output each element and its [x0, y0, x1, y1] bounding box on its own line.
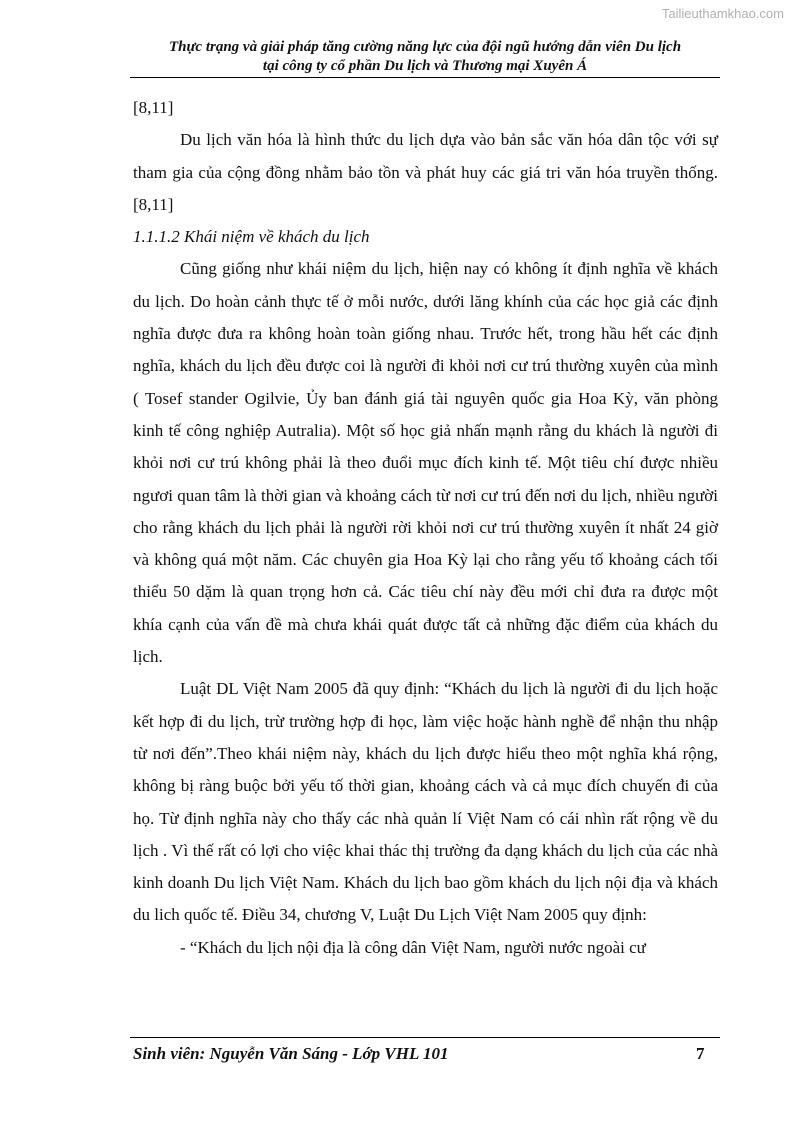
- header-divider: [130, 77, 720, 78]
- paragraph-domestic-tourist: - “Khách du lịch nội địa là công dân Việt Nam, người nước ngoài cư: [180, 937, 646, 957]
- footer-divider: [130, 1037, 720, 1038]
- header-line-1: Thực trạng và giải pháp tăng cường năng lực của đội ngũ hướng dẫn viên Du lịch: [168, 39, 682, 55]
- page-number: 7: [696, 1044, 705, 1063]
- paragraph-tourism-law: Luật DL Việt Nam 2005 đã quy định: “Khách du lịch là người đi du lịch hoặc kết hợp đi du lịch, trừ trường hợp đi học, làm việc hoặc hành nghề để nhận thu nhập từ nơi đến”.Theo khái niệm này, khách du lịch được hiểu theo một nghĩa khá rộng, không bị ràng buộc bởi yếu tố thời gian, khoảng cách và cả mục đích chuyến đi của họ. Từ định nghĩa này cho thấy các nhà quản lí Việt Nam có cái nhìn rất rộng về du lịch . Vì thế rất có lợi cho việc khai thác thị trường đa dạng khách du lịch của các nhà kinh doanh Du lịch Việt Nam. Khách du lịch bao gồm khách du lịch nội địa và khách du lich quốc tế. Điều 34, chương V, Luật Du Lịch Việt Nam 2005 quy định:: [133, 679, 718, 925]
- page-body: [133, 92, 718, 964]
- running-header: [130, 38, 720, 76]
- citation-line: [8,11]: [133, 98, 174, 117]
- footer-student: Sinh viên: Nguyễn Văn Sáng - Lớp VHL 101: [133, 1044, 449, 1063]
- paragraph-tourist-definitions: Cũng giống như khái niệm du lịch, hiện nay có không ít định nghĩa về khách du lịch. Do hoàn cảnh thực tế ở mỗi nước, dưới lăng khính của các học giả các định nghĩa được đưa ra không hoàn toàn giống nhau. Trước hết, trong hầu hết các định nghĩa, khách du lịch đều được coi là người đi khỏi nơi cư trú thường xuyên của mình ( Tosef stander Ogilvie, Ủy ban đánh giá tài nguyên quốc gia Hoa Kỳ, văn phòng kinh tế công nghiệp Autralia). Một số học giả nhấn mạnh rằng du khách là người đi khỏi nơi cư trú không phải là theo đuổi mục đích kinh tế. Một tiêu chí được nhiều ngươi quan tâm là thời gian và khoảng cách từ nơi cư trú đến nơi du lịch, nhiều người cho rằng khách du lịch phải là người rời khỏi nơi cư trú thường xuyên ít nhất 24 giờ và không quá một năm. Các chuyên gia Hoa Kỳ lại cho rằng yếu tố khoảng cách tối thiểu 50 dặm là quan trọng hơn cả. Các tiêu chí này đều mới chỉ đưa ra được một khía cạnh của vấn đề mà chưa khái quát được tất cả những đặc điểm của khách du lịch.: [133, 259, 718, 667]
- section-heading: 1.1.1.2 Khái niệm về khách du lịch: [133, 227, 370, 247]
- header-line-2: tại công ty cổ phần Du lịch và Thương mại Xuyên Á: [262, 58, 588, 74]
- paragraph-cultural-tourism: Du lịch văn hóa là hình thức du lịch dựa vào bản sắc văn hóa dân tộc với sự tham gia của cộng đồng nhằm bảo tồn và phát huy các giá tri văn hóa truyền thống. [8,11]: [133, 130, 718, 214]
- watermark: Tailieuthamkhao.com: [661, 6, 784, 21]
